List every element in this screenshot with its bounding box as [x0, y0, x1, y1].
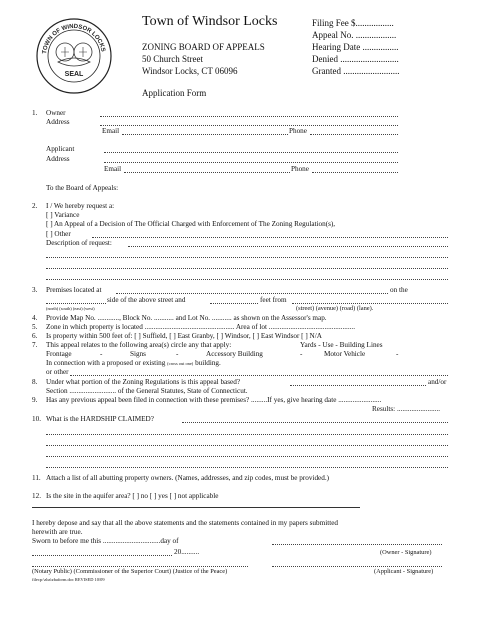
q6-text[interactable]: Is property within 500 feet of: [ ] Suffield, [ ] East Granby, [ ] Windsor, [ ] East Windsor [ ] N/A — [46, 332, 322, 340]
q7-text: This appeal relates to the following area(s) circle any that apply: — [46, 341, 232, 349]
q2-option-variance[interactable]: [ ] Variance — [46, 211, 80, 219]
town-seal — [34, 16, 114, 96]
q11-text: Attach a list of all abutting property owners. (Names, addresses, and zip codes, must be provided.) — [46, 474, 330, 482]
notary-signature-line[interactable] — [32, 566, 248, 567]
q7-sep-1: - — [100, 350, 103, 358]
applicant-address-field[interactable] — [104, 162, 398, 163]
q7-sep-2: - — [176, 350, 179, 358]
q8-and-or: and/or — [428, 378, 447, 386]
q6-number: 6. — [32, 332, 38, 340]
q2-text: I / We hereby request a: — [46, 202, 115, 210]
owner-signature-caption: (Owner - Signature) — [380, 549, 432, 556]
owner-email-field[interactable] — [122, 134, 288, 135]
applicant-label: Applicant — [46, 145, 75, 153]
sworn-month-field[interactable] — [32, 555, 172, 556]
q3-feet-from: feet from — [260, 296, 287, 304]
q7-signs[interactable]: Signs — [130, 350, 146, 358]
q10-number: 10. — [32, 415, 41, 423]
description-line-1[interactable] — [128, 246, 448, 247]
depose-line-2: herewith are true. — [32, 528, 83, 536]
q7-other-field[interactable] — [70, 375, 448, 376]
owner-signature-line[interactable] — [272, 544, 442, 545]
applicant-email-field[interactable] — [124, 172, 290, 173]
q12-number: 12. — [32, 492, 41, 500]
depose-line-1: I hereby depose and say that all the above statements and the statements contained in my papers submitted — [32, 519, 338, 527]
description-line-3[interactable] — [46, 268, 448, 269]
description-line-2[interactable] — [46, 257, 448, 258]
street-address: 50 Church Street — [142, 54, 203, 64]
q7-other-label: or other — [46, 368, 69, 376]
section-divider — [32, 507, 360, 508]
applicant-signature-caption: (Applicant - Signature) — [374, 568, 434, 575]
q4-number: 4. — [32, 314, 38, 322]
applicant-phone-field[interactable] — [312, 172, 398, 173]
q4-text: Provide Map No. ............, Block No. ........... and Lot No. ........... as shown on the Assessor's map. — [46, 314, 327, 322]
form-title: Application Form — [142, 88, 207, 98]
q7-frontage[interactable]: Frontage — [46, 350, 72, 358]
q7-connection — [46, 359, 221, 368]
office-denied: Denied .......................... — [312, 54, 399, 64]
feet-field[interactable] — [210, 303, 258, 304]
q2-option-appeal[interactable]: [ ] An Appeal of a Decision of The Official Charged with Enforcement of The Zoning Regulation(s), — [46, 220, 336, 228]
applicant-phone-label: Phone — [291, 165, 309, 173]
street-from-field[interactable] — [292, 303, 448, 304]
applicant-field[interactable] — [104, 152, 398, 153]
owner-email-label: Email — [102, 127, 120, 135]
owner-phone-field[interactable] — [310, 134, 398, 135]
q7-connection-end: building. — [195, 359, 221, 367]
q7-list-1[interactable]: Yards - Use - Building Lines — [300, 341, 383, 349]
seal-top-text: TOWN OF WINDSOR LOCKS — [42, 23, 106, 55]
applicant-email-label: Email — [104, 165, 122, 173]
owner-label: Owner — [46, 109, 66, 117]
sworn-text: Sworn to before me this ................................day of — [32, 537, 179, 545]
to-board: To the Board of Appeals: — [46, 184, 119, 192]
q7-accessory-building[interactable]: Accessory Building — [206, 350, 263, 358]
q11-number: 11. — [32, 474, 41, 482]
hardship-line-2[interactable] — [46, 434, 448, 435]
applicant-address-label: Address — [46, 155, 70, 163]
hardship-line-5[interactable] — [46, 467, 448, 468]
q7-sep-4: - — [396, 350, 399, 358]
office-hearing-date: Hearing Date ................ — [312, 42, 399, 52]
owner-phone-label: Phone — [289, 127, 307, 135]
owner-address-field[interactable] — [100, 125, 398, 126]
q9-results: Results: ........................ — [372, 405, 441, 413]
office-filing-fee: Filing Fee $................. — [312, 18, 394, 28]
q2-number: 2. — [32, 202, 38, 210]
q1-number: 1. — [32, 109, 38, 117]
premises-field[interactable] — [116, 293, 388, 294]
side-field[interactable] — [46, 303, 106, 304]
notary-caption: (Notary Public) (Commissioner of the Superior Court) (Justice of the Peace) — [32, 568, 228, 575]
description-line-4[interactable] — [46, 279, 448, 280]
q3-number: 3. — [32, 286, 38, 294]
hardship-line-1[interactable] — [182, 422, 448, 423]
q8-regulation-field[interactable] — [290, 385, 426, 386]
file-reference: filecp:\zba\zbaform.doc REVISED 10/09 — [32, 577, 105, 582]
sworn-year: 20.......... — [174, 548, 200, 556]
board-name: ZONING BOARD OF APPEALS — [142, 42, 265, 52]
city-address: Windsor Locks, CT 06096 — [142, 66, 238, 76]
q7-number: 7. — [32, 341, 38, 349]
q12-text[interactable]: Is the site in the aquifer area? [ ] no [ ] yes [ ] not applicable — [46, 492, 219, 500]
q2-other-field[interactable] — [92, 237, 448, 238]
q5-number: 5. — [32, 323, 38, 331]
office-appeal-no: Appeal No. .................. — [312, 30, 397, 40]
q2-description-label: Description of request: — [46, 239, 112, 247]
q7-motor-vehicle[interactable]: Motor Vehicle — [324, 350, 366, 358]
hardship-line-4[interactable] — [46, 456, 448, 457]
q7-connection-text: In connection with a proposed or existing — [46, 359, 166, 367]
q3-street-type-hint: (street) (avenue) (road) (lane). — [296, 305, 374, 312]
q3-text: Premises located at — [46, 286, 102, 294]
q8-section: Section .......................... of the General Statutes, State of Connecticut. — [46, 387, 248, 395]
q8-text: Under what portion of the Zoning Regulations is this appeal based? — [46, 378, 241, 386]
owner-field[interactable] — [100, 116, 398, 117]
q9-text: Has any previous appeal been filed in connection with these premises? .........If yes, give hearing date ........................ — [46, 396, 382, 404]
office-granted: Granted ......................... — [312, 66, 400, 76]
seal-graphic — [34, 16, 114, 96]
town-name: Town of Windsor Locks — [142, 14, 278, 29]
q7-connection-hint: (cross out one) — [167, 361, 194, 366]
q9-number: 9. — [32, 396, 38, 404]
q8-number: 8. — [32, 378, 38, 386]
q3-on-the: on the — [390, 286, 408, 294]
q3-direction-hint: (north) (south) (east) (west) — [46, 306, 95, 311]
q3-side-text: side of the above street and — [107, 296, 186, 304]
q10-text: What is the HARDSHIP CLAIMED? — [46, 415, 154, 423]
q5-text: Zone in which property is located .................................................. Area of lot ................................................ — [46, 323, 356, 331]
owner-address-label: Address — [46, 118, 70, 126]
hardship-line-3[interactable] — [46, 445, 448, 446]
seal-bottom-text: SEAL — [64, 71, 84, 78]
q7-sep-3: - — [300, 350, 303, 358]
applicant-signature-line[interactable] — [272, 566, 442, 567]
q2-option-other[interactable]: [ ] Other — [46, 230, 71, 238]
